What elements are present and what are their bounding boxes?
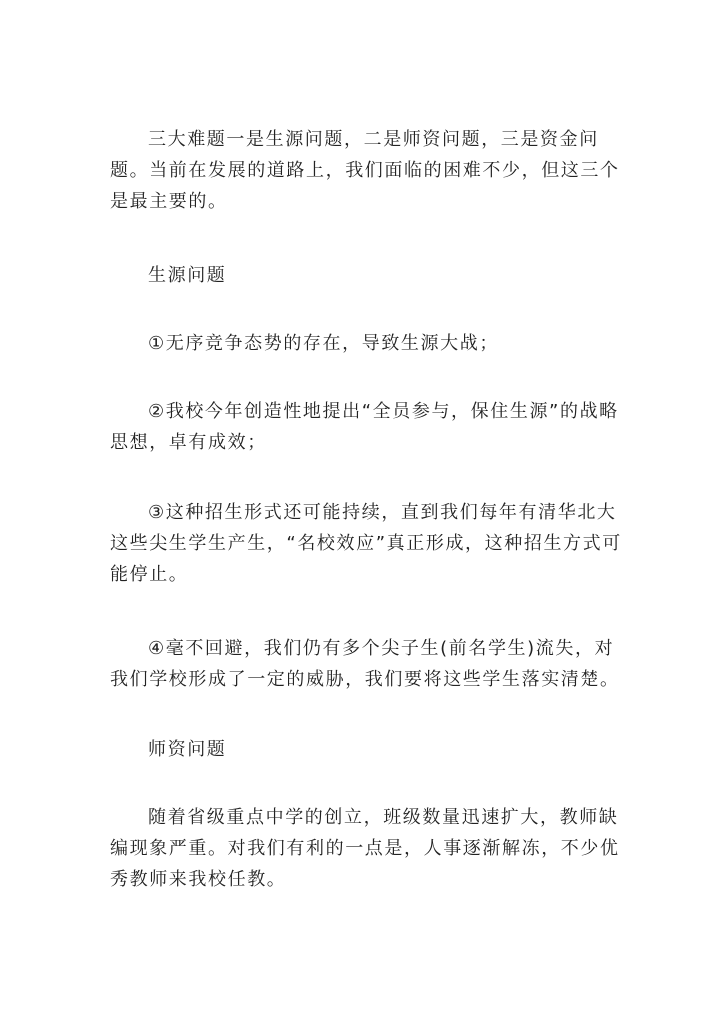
enrollment-item-4: ④毫不回避，我们仍有多个尖子生(前名学生)流失，对我们学校形成了一定的威胁，我们要将这些学生落实清楚。 (110, 638, 620, 690)
intro-paragraph: 三大难题一是生源问题，二是师资问题，三是资金问题。当前在发展的道路上，我们面临的困难不少，但这三个是最主要的。 (110, 129, 620, 212)
enrollment-item-1: ①无序竞争态势的存在，导致生源大战； (148, 333, 499, 354)
enrollment-item-2: ②我校今年创造性地提出“全员参与，保住生源”的战略思想，卓有成效； (110, 401, 619, 453)
section-heading-enrollment: 生源问题 (148, 265, 227, 286)
teachers-paragraph: 随着省级重点中学的创立，班级数量迅速扩大，教师缺编现象严重。对我们有利的一点是，人事逐渐解冻，不少优秀教师来我校任教。 (110, 807, 620, 890)
enrollment-item-3: ③这种招生形式还可能持续，直到我们每年有清华北大这些尖生学生产生，“名校效应”真正形成，这种招生方式可能停止。 (110, 502, 622, 585)
section-heading-teachers: 师资问题 (148, 739, 227, 760)
